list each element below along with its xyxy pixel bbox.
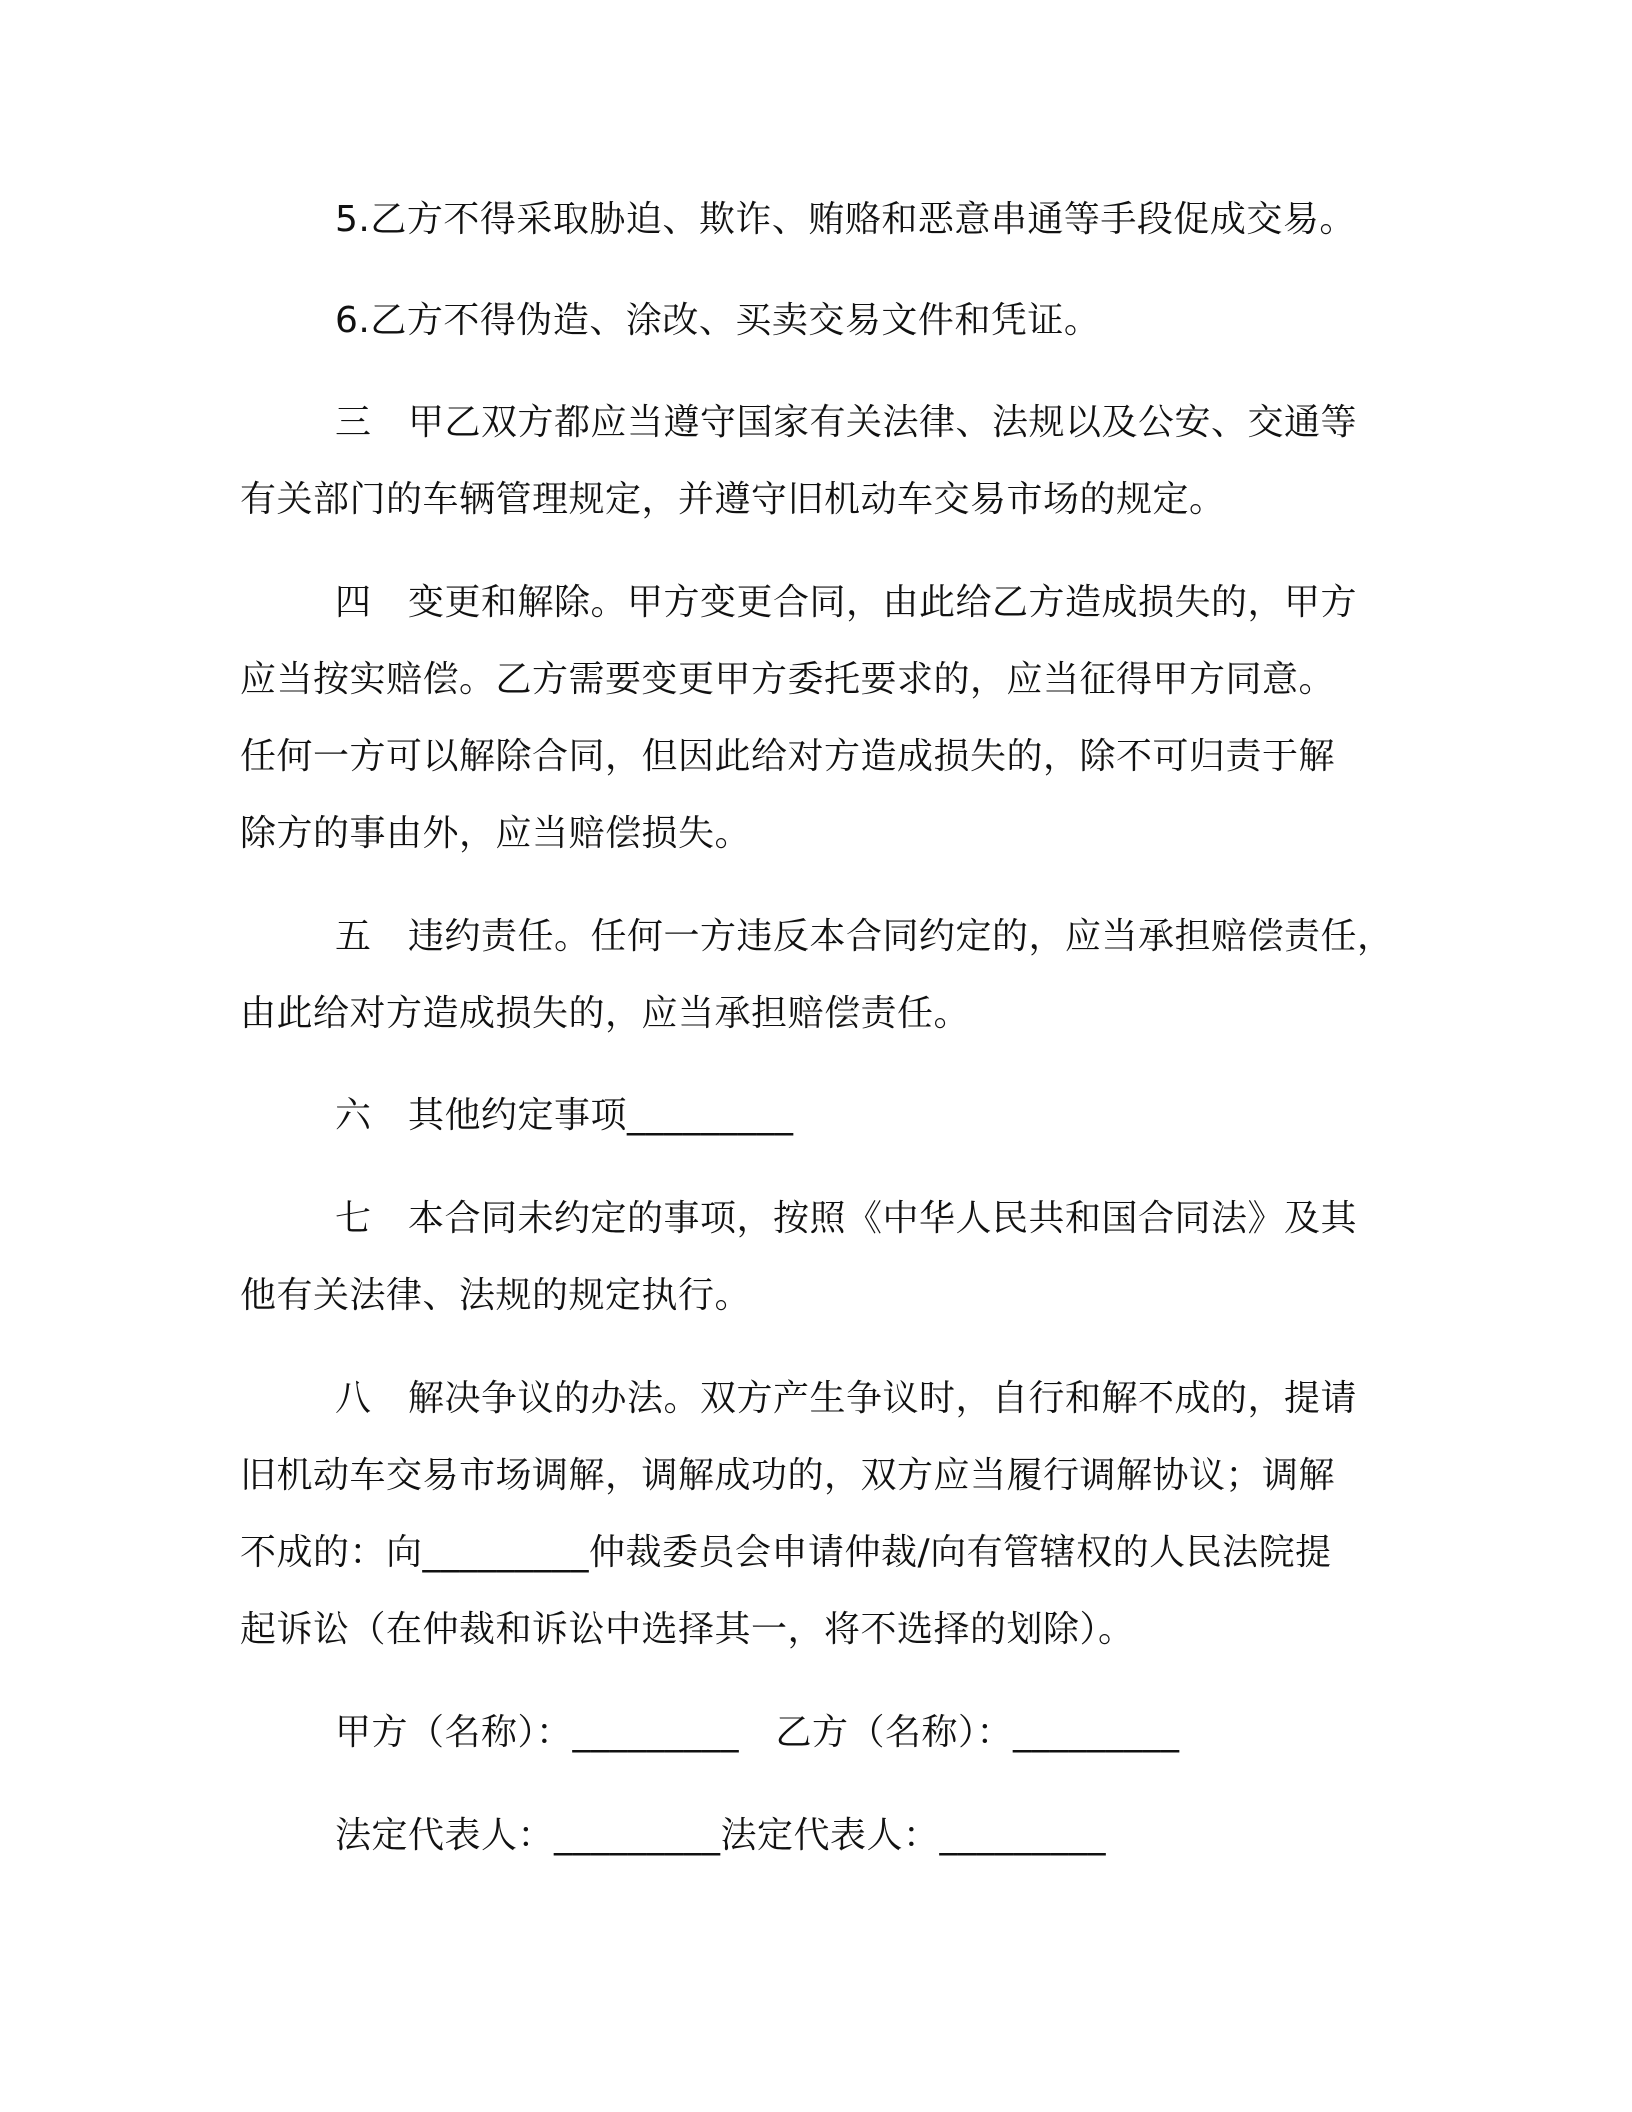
clause-5b-line-2: 由此给对方造成损失的，应当承担赔偿责任。 xyxy=(240,993,971,1034)
clause-7-line-2: 他有关法律、法规的规定执行。 xyxy=(240,1275,752,1316)
clause-5-line: 5.乙方不得采取胁迫、欺诈、贿赂和恶意串通等手段促成交易。 xyxy=(335,199,1356,240)
clause-7-line-1: 七 本合同未约定的事项，按照《中华人民共和国合同法》及其 xyxy=(335,1198,1358,1239)
clause-6b-line: 六 其他约定事项_________ xyxy=(335,1095,794,1136)
clause-3-line-2: 有关部门的车辆管理规定，并遵守旧机动车交易市场的规定。 xyxy=(240,479,1226,520)
clause-8-line-4: 起诉讼（在仲裁和诉讼中选择其一，将不选择的划除）。 xyxy=(240,1609,1135,1650)
clause-5b-line-1: 五 违约责任。任何一方违反本合同约定的，应当承担赔偿责任， xyxy=(335,916,1394,957)
clause-4-line-4: 除方的事由外，应当赔偿损失。 xyxy=(240,813,752,854)
clause-3-line-1: 三 甲乙双方都应当遵守国家有关法律、法规以及公安、交通等 xyxy=(335,402,1358,443)
clause-8-line-3: 不成的：向_________仲裁委员会申请仲裁/向有管辖权的人民法院提 xyxy=(240,1532,1332,1573)
clause-4-line-1: 四 变更和解除。甲方变更合同，由此给乙方造成损失的，甲方 xyxy=(335,582,1358,623)
legal-representatives-line: 法定代表人：_________法定代表人：_________ xyxy=(335,1815,1107,1856)
clause-4-line-3: 任何一方可以解除合同，但因此给对方造成损失的，除不可归责于解 xyxy=(240,736,1336,777)
clause-8-line-1: 八 解决争议的办法。双方产生争议时，自行和解不成的，提请 xyxy=(335,1378,1358,1419)
clause-8-line-2: 旧机动车交易市场调解，调解成功的，双方应当履行调解协议；调解 xyxy=(240,1455,1336,1496)
clause-6-line: 6.乙方不得伪造、涂改、买卖交易文件和凭证。 xyxy=(335,300,1101,341)
party-names-line: 甲方（名称）：_________ 乙方（名称）：_________ xyxy=(335,1712,1180,1753)
clause-4-line-2: 应当按实赔偿。乙方需要变更甲方委托要求的，应当征得甲方同意。 xyxy=(240,659,1336,700)
